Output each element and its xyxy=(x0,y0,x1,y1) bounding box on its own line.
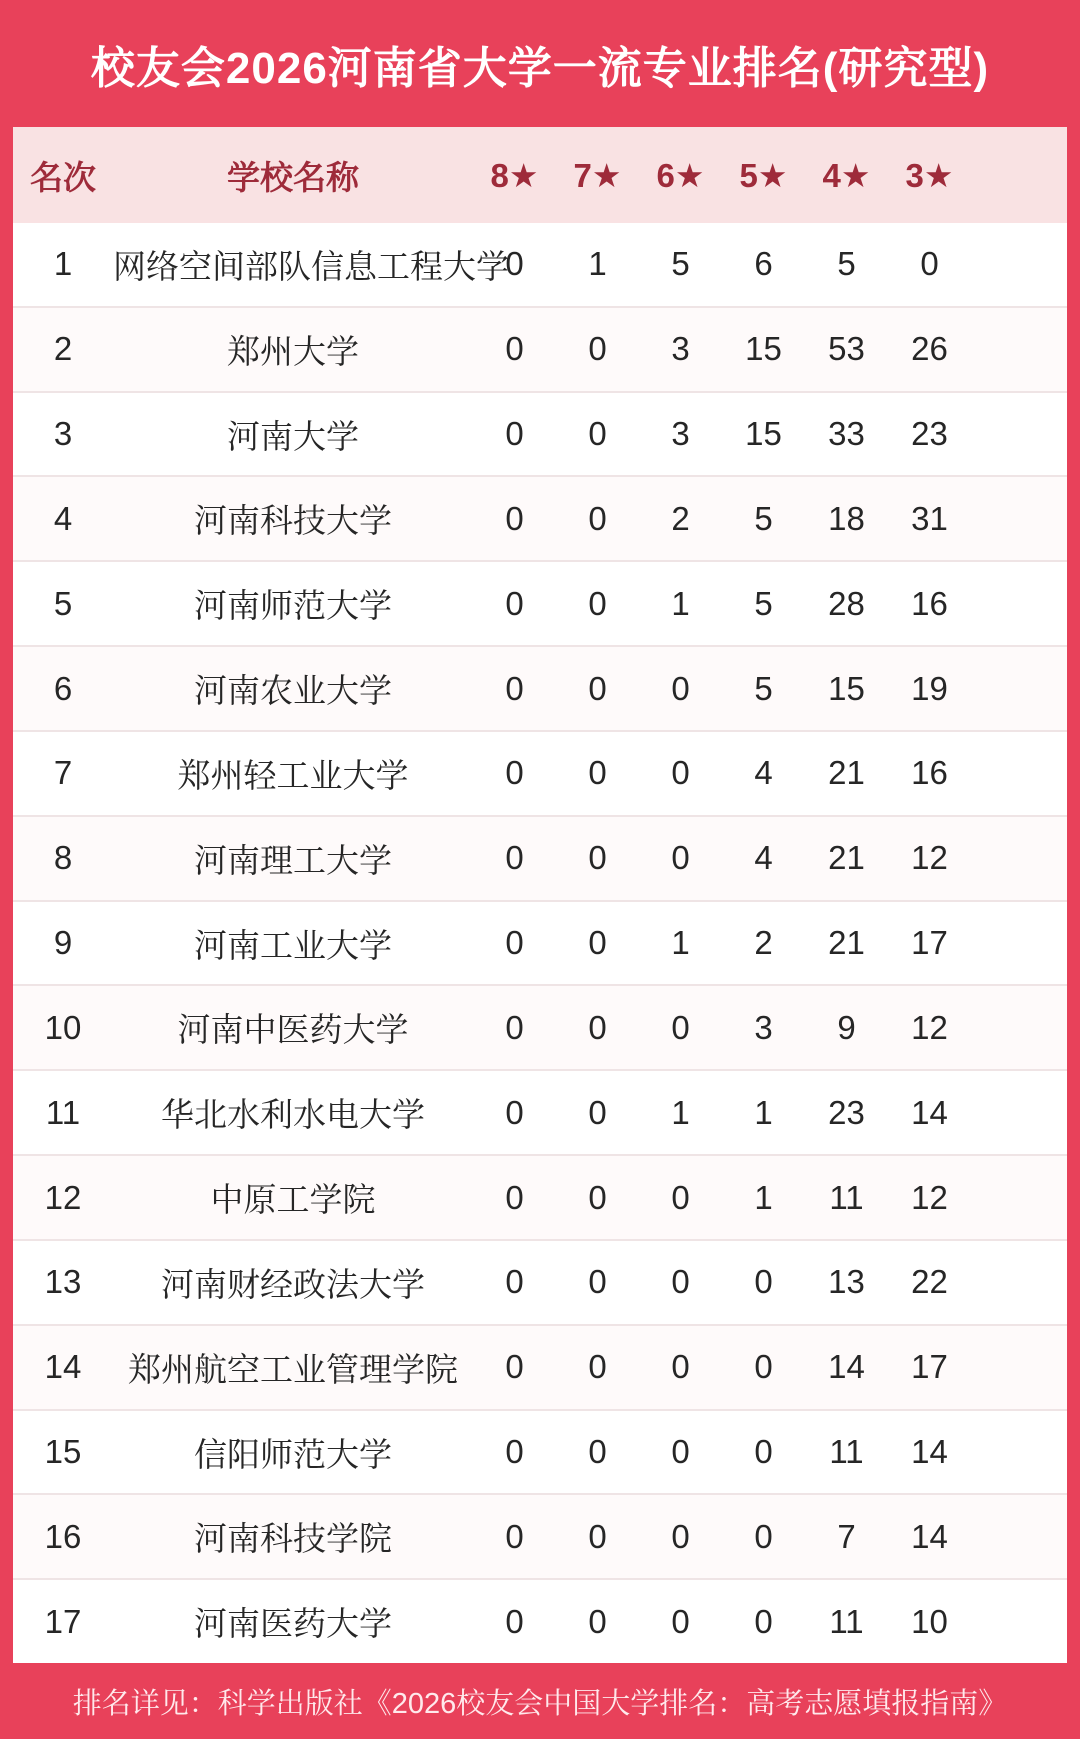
star-4-cell: 18 xyxy=(828,499,865,537)
school-cell: 河南医药大学 xyxy=(194,1605,392,1643)
school-cell: 河南大学 xyxy=(227,417,359,455)
star-4-cell: 28 xyxy=(828,584,865,622)
table-row xyxy=(13,391,1067,476)
star-8-cell: 0 xyxy=(505,1602,524,1640)
table-row xyxy=(13,1324,1067,1409)
rank-cell: 10 xyxy=(44,1008,82,1046)
star-5-cell: 15 xyxy=(745,415,782,453)
star-6-cell: 1 xyxy=(671,584,690,622)
school-cell: 河南工业大学 xyxy=(194,926,392,964)
star-6-cell: 0 xyxy=(671,1433,690,1470)
star-3-cell: 17 xyxy=(911,924,948,962)
school-cell: 河南科技学院 xyxy=(194,1520,392,1558)
star-3-cell: 16 xyxy=(911,584,948,622)
star-3-cell: 14 xyxy=(911,1093,948,1131)
table-row xyxy=(13,1154,1067,1239)
star-3-cell: 22 xyxy=(911,1263,948,1301)
star-8-cell: 0 xyxy=(505,1348,524,1386)
school-cell: 河南理工大学 xyxy=(194,841,392,879)
star-7-cell: 0 xyxy=(588,584,607,622)
star-5-cell: 1 xyxy=(754,1093,773,1131)
table-row xyxy=(13,475,1067,560)
star-8-cell: 0 xyxy=(505,1093,524,1131)
table-row xyxy=(13,1493,1067,1578)
star-6-cell: 2 xyxy=(671,499,690,537)
table-row xyxy=(13,1578,1067,1663)
star-4-cell: 33 xyxy=(828,415,865,453)
rank-cell: 14 xyxy=(44,1348,82,1386)
rank-cell: 11 xyxy=(45,1093,81,1131)
star-7-cell: 0 xyxy=(588,669,607,707)
star-7-cell: 0 xyxy=(588,330,607,368)
star-6-cell: 0 xyxy=(671,1008,690,1046)
star-4-cell: 53 xyxy=(828,330,865,368)
star-6-cell: 0 xyxy=(671,839,690,877)
star-6-cell: 1 xyxy=(671,1093,690,1131)
star-4-cell: 21 xyxy=(828,754,865,792)
school-cell: 信阳师范大学 xyxy=(194,1435,392,1473)
star-8-cell: 0 xyxy=(505,924,524,962)
school-cell: 郑州航空工业管理学院 xyxy=(128,1350,458,1388)
star-8-cell: 0 xyxy=(505,754,524,792)
star-7-cell: 0 xyxy=(588,839,607,877)
star-8-cell: 0 xyxy=(505,499,524,537)
table-row xyxy=(13,1069,1067,1154)
star-3-cell: 12 xyxy=(911,839,948,877)
star-3-cell: 10 xyxy=(911,1602,948,1640)
table-row xyxy=(13,984,1067,1069)
star-8-cell: 0 xyxy=(505,584,524,622)
star-4-cell: 5 xyxy=(837,245,856,283)
star-4-cell: 11 xyxy=(829,1433,864,1470)
star-5-cell: 6 xyxy=(754,245,773,283)
star-8-cell: 0 xyxy=(505,1178,524,1216)
school-cell: 网络空间部队信息工程大学 xyxy=(113,247,509,285)
rank-cell: 2 xyxy=(53,330,73,368)
star-3-cell: 12 xyxy=(911,1178,948,1216)
star-5-cell: 4 xyxy=(754,754,773,792)
school-cell: 河南财经政法大学 xyxy=(161,1265,425,1303)
school-cell: 河南师范大学 xyxy=(194,587,392,625)
table-row xyxy=(13,900,1067,985)
star-7-cell: 0 xyxy=(588,924,607,962)
header-rank: 名次 xyxy=(30,158,96,196)
rank-cell: 8 xyxy=(53,839,73,877)
rank-cell: 7 xyxy=(53,754,73,792)
star-4-cell: 15 xyxy=(828,669,865,707)
star-7-cell: 0 xyxy=(588,754,607,792)
star-5-cell: 1 xyxy=(754,1178,773,1216)
star-4-cell: 13 xyxy=(828,1263,865,1301)
star-3-cell: 23 xyxy=(911,415,948,453)
star-8-cell: 0 xyxy=(505,330,524,368)
star-6-cell: 0 xyxy=(671,1517,690,1555)
table-row xyxy=(13,560,1067,645)
table-body xyxy=(13,223,1067,1663)
school-cell: 河南科技大学 xyxy=(194,502,392,540)
star-6-cell: 0 xyxy=(671,1602,690,1640)
rank-cell: 3 xyxy=(53,415,73,453)
school-cell: 河南中医药大学 xyxy=(177,1011,409,1049)
star-7-cell: 0 xyxy=(588,1348,607,1386)
header-star-4: 4★ xyxy=(822,156,871,194)
star-4-cell: 14 xyxy=(828,1348,865,1386)
star-8-cell: 0 xyxy=(505,1517,524,1555)
star-3-cell: 31 xyxy=(911,499,948,537)
star-6-cell: 0 xyxy=(671,1263,690,1301)
star-8-cell: 0 xyxy=(505,839,524,877)
star-3-cell: 19 xyxy=(911,669,948,707)
ranking-table xyxy=(13,127,1067,1663)
table-row xyxy=(13,306,1067,391)
star-7-cell: 0 xyxy=(588,499,607,537)
rank-cell: 1 xyxy=(53,245,73,283)
rank-cell: 6 xyxy=(53,669,73,707)
star-6-cell: 0 xyxy=(671,669,690,707)
star-7-cell: 1 xyxy=(588,245,607,283)
rank-cell: 15 xyxy=(44,1433,82,1470)
star-6-cell: 1 xyxy=(671,924,690,962)
school-cell: 郑州大学 xyxy=(227,332,359,370)
rank-cell: 17 xyxy=(44,1602,82,1640)
star-5-cell: 0 xyxy=(754,1348,773,1386)
rank-cell: 13 xyxy=(44,1263,82,1301)
table-header-row xyxy=(13,127,1067,223)
star-8-cell: 0 xyxy=(505,669,524,707)
page-title: 校友会2026河南省大学一流专业排名(研究型) xyxy=(90,43,990,93)
table-row xyxy=(13,1409,1067,1494)
rank-cell: 5 xyxy=(53,584,73,622)
star-7-cell: 0 xyxy=(588,1178,607,1216)
star-7-cell: 0 xyxy=(588,1093,607,1131)
star-7-cell: 0 xyxy=(588,415,607,453)
star-6-cell: 0 xyxy=(671,1178,690,1216)
star-7-cell: 0 xyxy=(588,1602,607,1640)
star-8-cell: 0 xyxy=(505,1263,524,1301)
star-7-cell: 0 xyxy=(588,1008,607,1046)
star-3-cell: 16 xyxy=(911,754,948,792)
star-5-cell: 2 xyxy=(754,924,773,962)
star-4-cell: 11 xyxy=(829,1178,864,1216)
star-4-cell: 21 xyxy=(828,839,865,877)
star-5-cell: 0 xyxy=(754,1602,773,1640)
star-8-cell: 0 xyxy=(505,1008,524,1046)
star-6-cell: 5 xyxy=(671,245,690,283)
star-5-cell: 3 xyxy=(754,1008,773,1046)
header-star-7: 7★ xyxy=(573,156,622,194)
star-8-cell: 0 xyxy=(505,245,524,283)
star-5-cell: 0 xyxy=(754,1263,773,1301)
school-cell: 河南农业大学 xyxy=(194,672,392,710)
table-row xyxy=(13,223,1067,306)
star-8-cell: 0 xyxy=(505,415,524,453)
table-row xyxy=(13,730,1067,815)
header-star-5: 5★ xyxy=(739,156,788,194)
star-4-cell: 23 xyxy=(828,1093,865,1131)
star-4-cell: 21 xyxy=(828,924,865,962)
star-3-cell: 17 xyxy=(911,1348,948,1386)
school-cell: 中原工学院 xyxy=(210,1181,376,1219)
star-6-cell: 3 xyxy=(671,330,690,368)
star-5-cell: 15 xyxy=(745,330,782,368)
star-5-cell: 5 xyxy=(754,584,773,622)
table-row xyxy=(13,1239,1067,1324)
rank-cell: 4 xyxy=(53,499,73,537)
school-cell: 郑州轻工业大学 xyxy=(177,756,409,794)
rank-cell: 9 xyxy=(53,924,73,962)
header-star-6: 6★ xyxy=(656,156,705,194)
star-5-cell: 5 xyxy=(754,669,773,707)
star-3-cell: 0 xyxy=(920,245,939,283)
rank-cell: 12 xyxy=(44,1178,82,1216)
header-star-3: 3★ xyxy=(905,156,954,194)
star-3-cell: 14 xyxy=(911,1517,948,1555)
star-5-cell: 4 xyxy=(754,839,773,877)
school-cell: 华北水利水电大学 xyxy=(161,1096,425,1134)
star-7-cell: 0 xyxy=(588,1263,607,1301)
table-row xyxy=(13,645,1067,730)
star-5-cell: 0 xyxy=(754,1517,773,1555)
star-5-cell: 0 xyxy=(754,1433,773,1470)
star-7-cell: 0 xyxy=(588,1517,607,1555)
star-4-cell: 7 xyxy=(837,1517,856,1555)
star-8-cell: 0 xyxy=(505,1433,524,1470)
star-3-cell: 26 xyxy=(911,330,948,368)
star-5-cell: 5 xyxy=(754,499,773,537)
star-3-cell: 14 xyxy=(911,1433,948,1470)
header-star-8: 8★ xyxy=(490,156,539,194)
star-3-cell: 12 xyxy=(911,1008,948,1046)
rank-cell: 16 xyxy=(44,1517,82,1555)
star-6-cell: 0 xyxy=(671,754,690,792)
star-6-cell: 3 xyxy=(671,415,690,453)
star-4-cell: 9 xyxy=(837,1008,856,1046)
star-6-cell: 0 xyxy=(671,1348,690,1386)
star-4-cell: 11 xyxy=(829,1602,864,1640)
table-row xyxy=(13,815,1067,900)
header-school: 学校名称 xyxy=(227,158,359,196)
star-7-cell: 0 xyxy=(588,1433,607,1470)
footer-note: 排名详见：科学出版社《2026校友会中国大学排名：高考志愿填报指南》 xyxy=(0,1663,1080,1739)
